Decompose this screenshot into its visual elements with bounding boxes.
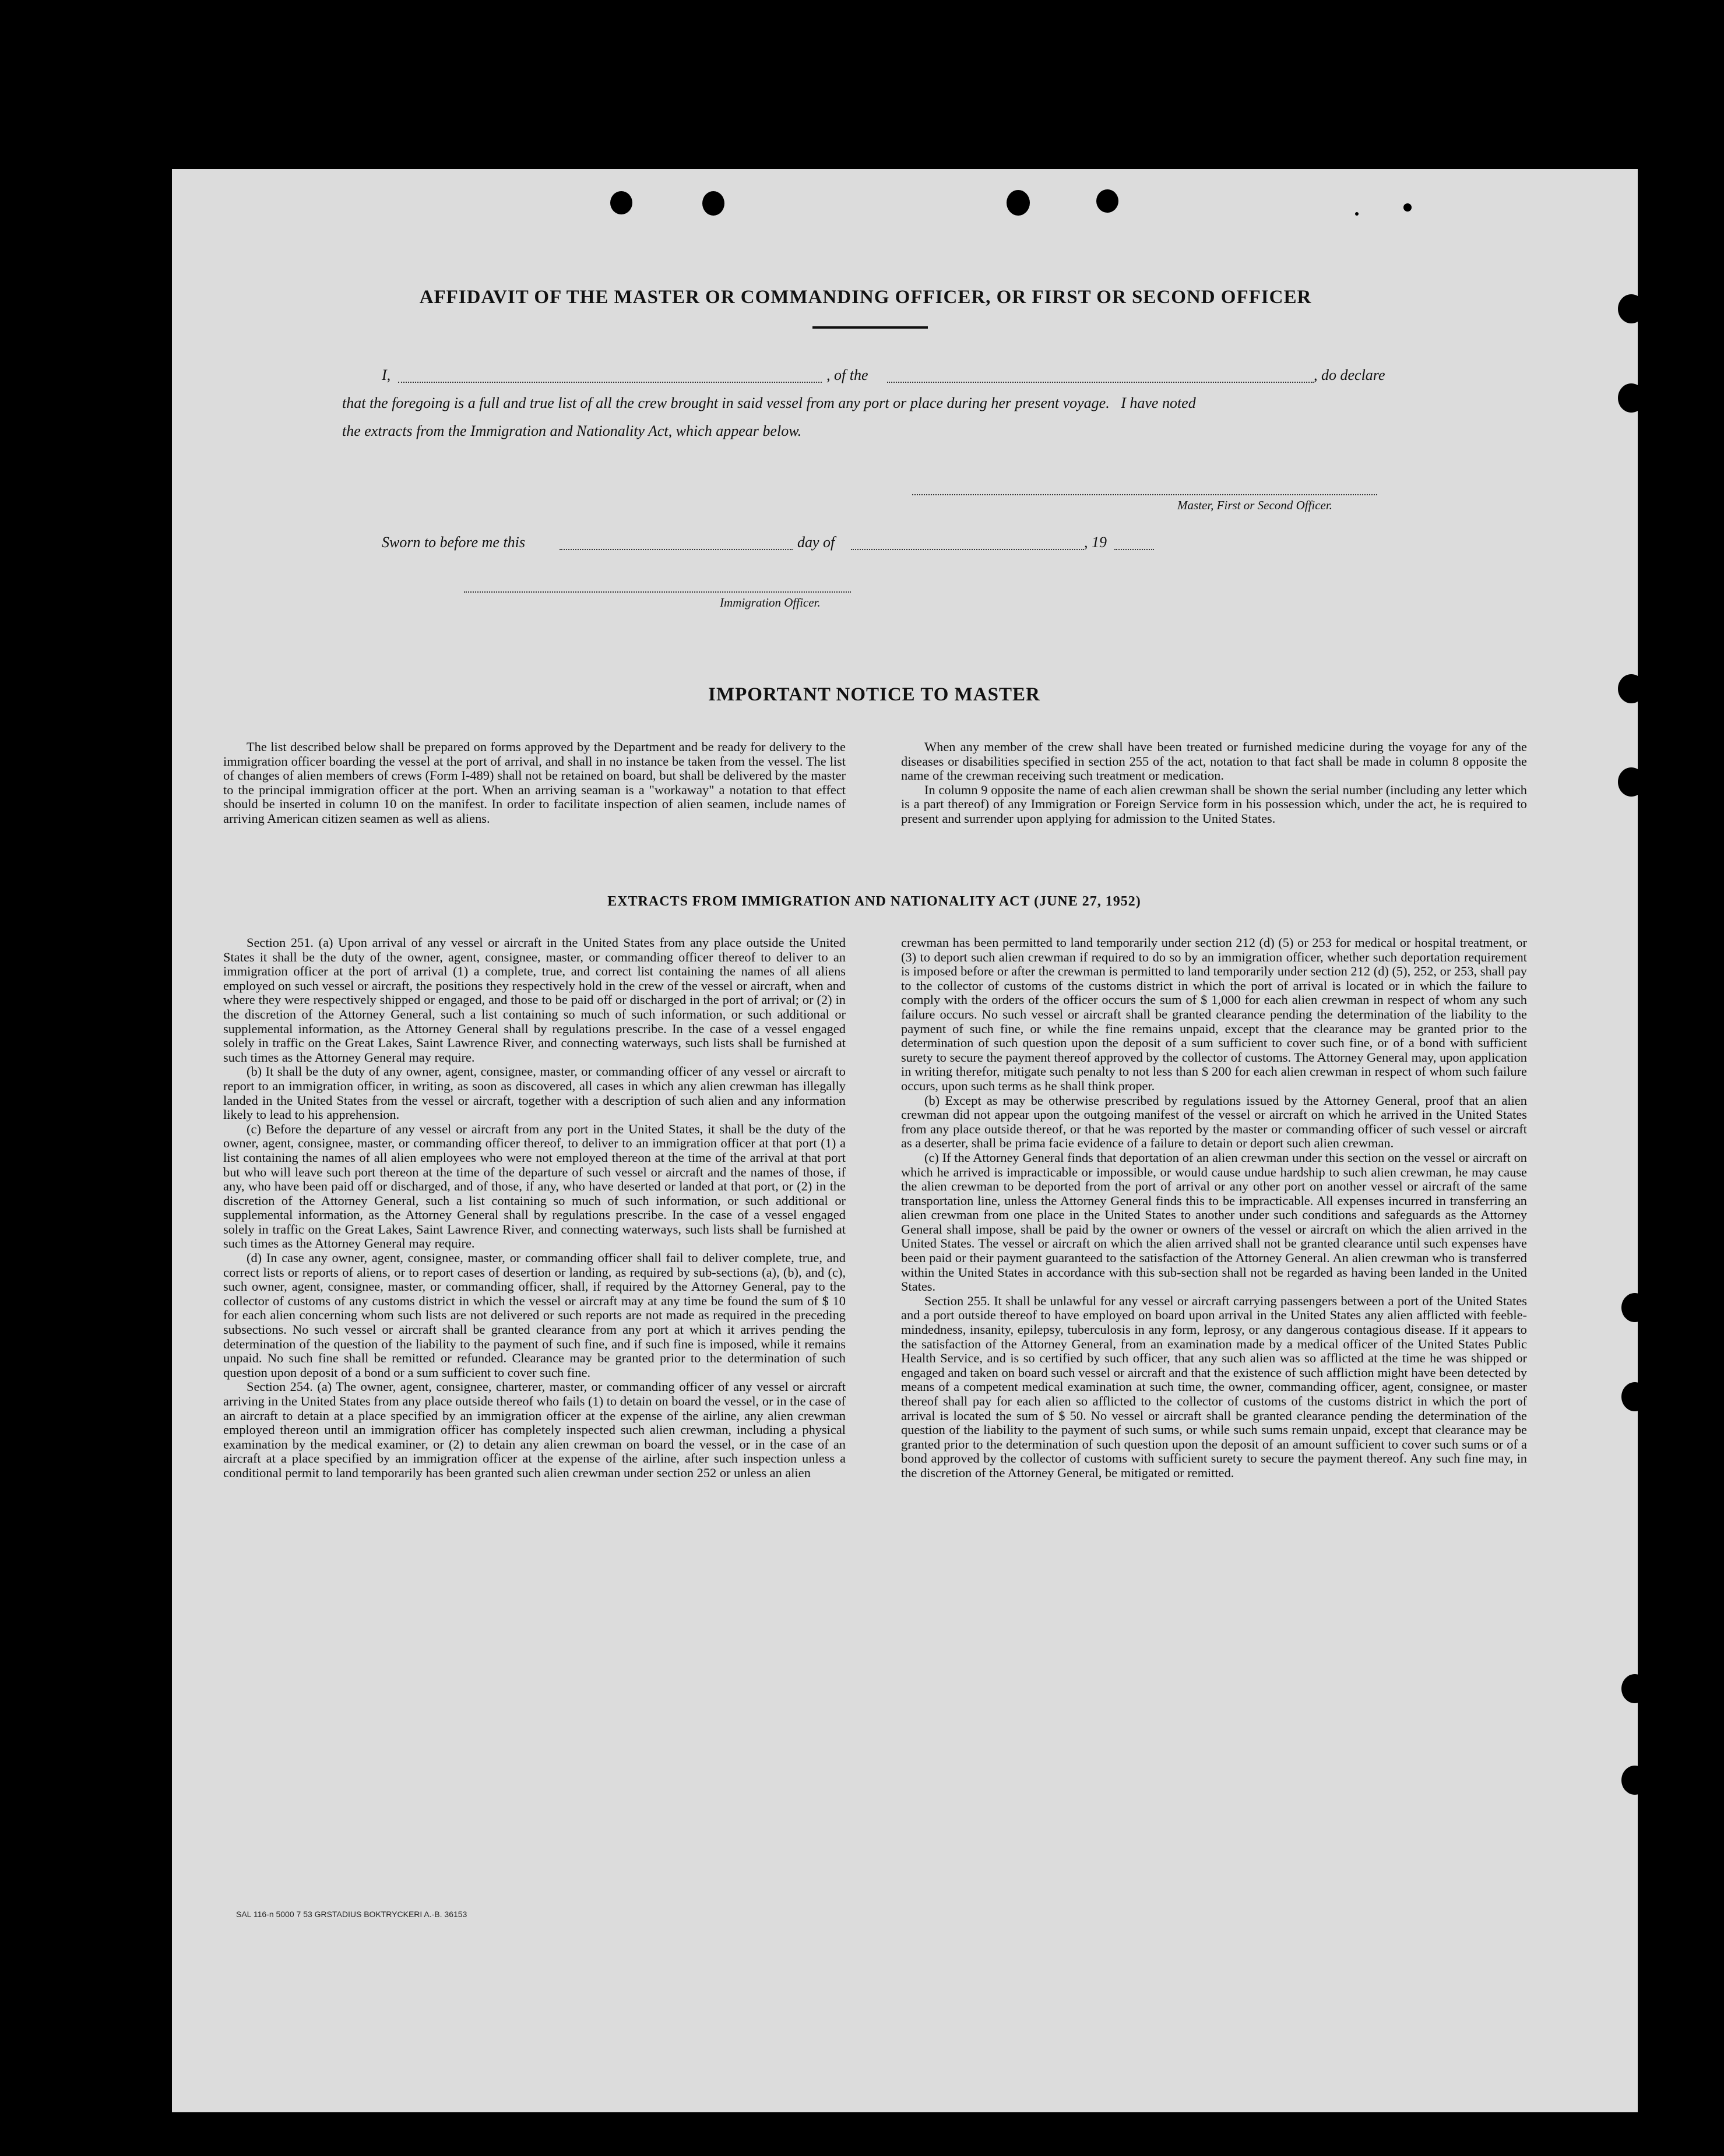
affidavit-declare: , do declare [1314, 367, 1385, 383]
vessel-blank[interactable] [887, 382, 1314, 383]
month-blank[interactable] [851, 549, 1084, 550]
section-255: Section 255. It shall be unlawful for any vessel or aircraft carrying passengers between a port of the United States and a port outside thereof to have employed on board upon arrival in the United States any alien afflicted with feeble-mindedness, insanity, epilepsy, tuberculosis in any form, leprosy, or any dangerous contagious disease. If it appears to the satisfaction of the Attorney General, from an examination made by a medical officer of the United States Public Health Service, and is so certified by such officer, that any such alien was so afflicted at the time he was shipped or engaged and taken on board such vessel or aircraft and that the existence of such affliction might have been detected by means of a competent medical examination at such time, the owner, commanding officer, agent, consignee, or master thereof shall pay for each alien so afflicted to the collector of customs of the customs district in which the port of arrival is located the sum of $ 50. No vessel or aircraft shall be granted clearance pending the determination of the question of the liability to the payment of such sums, or while such sums remain unpaid, except that clearance may be granted prior to the determination of such question upon the deposit of an amount sufficient to cover such sums or of a bond approved by the collector of customs with sufficient surety to secure the payment thereof. Any such fine may, in the discretion of the Attorney General, be mitigated or remitted. [901, 1293, 1527, 1480]
officer-label: Immigration Officer. [720, 596, 821, 610]
section-254-b: (b) Except as may be otherwise prescribed by regulations issued by the Attorney General, proof that an alien crewman did not appear upon the outgoing manifest of the vessel or aircraft on which he arrived in the United States from any place outside thereof, or that he was reported by the master or commanding officer of such vessel or aircraft as a deserter, shall be prima facie evidence of a failure to detain or deport such alien crewman. [901, 1093, 1527, 1151]
punch-hole-top-4 [1096, 189, 1118, 213]
punch-hole-right-1 [1618, 294, 1645, 323]
year-blank[interactable] [1114, 549, 1154, 550]
punch-hole-right-2 [1618, 383, 1645, 413]
affidavit-line-3: the extracts from the Immigration and Nationality Act, which appear below. [342, 422, 802, 439]
punch-hole-top-3 [1007, 190, 1030, 216]
section-251-b: (b) It shall be the duty of any owner, agent, consignee, master, or commanding officer of any vessel or aircraft to report to an immigration officer, in writing, as soon as discovered, all cases in which any alien crewman has illegally landed in the United States from the vessel or aircraft, together with a description of such alien and any information likely to lead to his apprehension. [223, 1064, 846, 1122]
ink-speck [1355, 212, 1359, 216]
punch-hole-top-2 [702, 191, 724, 216]
section-254-a-continued: crewman has been permitted to land temporarily under section 212 (d) (5) or 253 for medical or hospital treatment, or (3) to deport such alien crewman if required to do so by an immigration officer, whether such deportation requirement is imposed before or after the crewman is permitted to land temporarily under section 212 (d) (5), 252, or 253, shall pay to the collector of customs of the customs district in which the port of arrival is located or in which the failure to comply with the orders of the officer occurs the sum of $ 1,000 for each alien crewman in respect of whom any such failure occurs. No such vessel or aircraft shall be granted clearance pending the determination of the liability to the payment of such fine, or while the fine remains unpaid, except that the clearance may be granted prior to the determination of such question upon the deposit of a sum sufficient to cover such fine, or of a bond with sufficient surety to secure the payment thereof approved by the collector of customs. The Attorney General may, upon application in writing therefor, mitigate such penalty to not less than $ 200 for each alien crewman in respect of whom such failure occurs, upon such terms as he shall think proper. [901, 935, 1527, 1093]
punch-hole-top-1 [610, 191, 632, 214]
punch-hole-right-6 [1621, 1382, 1648, 1411]
punch-hole-right-3 [1618, 674, 1645, 703]
notice-right-paragraph-2: In column 9 opposite the name of each alien crewman shall be shown the serial number (including any letter which is a part thereof) of any Immigration or Foreign Service form in his possession which, under the act, he is required to present and surrender upon applying for admission to the United States. [901, 782, 1527, 826]
punch-hole-right-4 [1618, 767, 1645, 797]
affidavit-of-the: , of the [826, 367, 868, 383]
name-blank[interactable] [398, 382, 822, 383]
notice-title: IMPORTANT NOTICE TO MASTER [708, 684, 1040, 705]
day-of-text: day of [797, 534, 835, 551]
section-251-c: (c) Before the departure of any vessel or aircraft from any port in the United States, it shall be the duty of the owner, agent, consignee, master, or commanding officer thereof, to deliver to an immigration officer at that port (1) a list containing the names of all alien employees who were not employed thereon at the time of the arrival at that port but who will leave such port thereon at the time of the departure of such vessel or aircraft and the names of those, if any, who have been paid off or discharged, and of those, if any, who have deserted or landed at that port, or (2) in the discretion of the Attorney General, such a list containing so much of such information, or such additional or supplemental information, as the Attorney General shall by regulations prescribe. In the case of a vessel engaged solely in traffic on the Great Lakes, Saint Lawrence River, and connecting waterways, such lists shall be furnished at such times as the Attorney General may require. [223, 1121, 846, 1251]
section-254-c: (c) If the Attorney General finds that deportation of an alien crewman under this section on the vessel or aircraft on which he arrived is impracticable or impossible, or would cause undue hardship to such alien crewman, he may cause the alien crewman to be deported from the port of arrival or any other port on another vessel or aircraft of the same transportation line, unless the Attorney General finds this to be impracticable. All expenses incurred in transferring an alien crewman from one place in the United States to another under such conditions and safeguards as the Attorney General shall impose, shall be paid by the owner or owners of the vessel or aircraft on which the alien arrived in the United States. The vessel or aircraft on which the alien arrived shall not be granted clearance until such expenses have been paid or their payment guaranteed to the satisfaction of the Attorney General. An alien crewman who is transferred within the United States in accordance with this sub-section shall not be regarded as having been landed in the United States. [901, 1150, 1527, 1294]
notice-right-column [901, 740, 1527, 826]
punch-hole-right-7 [1621, 1674, 1648, 1703]
section-254-a: Section 254. (a) The owner, agent, consignee, charterer, master, or commanding officer of any vessel or aircraft arriving in the United States from any place outside thereof who fails (1) to detain on board the vessel, or in the case of an aircraft to detain at a place specified by an immigration officer at the expense of the airline, any alien crewman employed thereon until an immigration officer has completely inspected such alien crewman, including a physical examination by the medical examiner, or (2) to detain any alien crewman on board the vessel, or in the case of an aircraft at a place specified by an immigration officer at the expense of the airline, after such inspection unless a conditional permit to land temporarily has been granted such alien crewman under section 252 or unless an alien [223, 1379, 846, 1480]
title-underline [812, 326, 928, 329]
extracts-left-column [223, 936, 846, 1481]
notice-right-paragraph-1: When any member of the crew shall have been treated or furnished medicine during the voyage for any of the diseases or disabilities specified in section 255 of the act, notation to that fact shall be made in column 8 opposite the name of the crewman receiving such treatment or medication. [901, 739, 1527, 783]
print-imprint: SAL 116-n 5000 7 53 GRSTADIUS BOKTRYCKERI A.-B. 36153 [236, 1910, 467, 1919]
sworn-text: Sworn to before me this [382, 534, 526, 551]
punch-hole-right-8 [1621, 1766, 1648, 1795]
punch-hole-right-5 [1621, 1293, 1648, 1322]
affidavit-i: I, [382, 367, 391, 383]
section-251-a: Section 251. (a) Upon arrival of any vessel or aircraft in the United States from any place outside the United States it shall be the duty of the owner, agent, consignee, master, or commanding officer thereof to deliver to an immigration officer at the port of arrival (1) a complete, true, and correct list containing the names of all aliens employed on such vessel or aircraft, the positions they respectively hold in the crew of the vessel or aircraft, when and where they were respectively shipped or engaged, and those to be paid off or discharged in the port of arrival; or (2) in the discretion of the Attorney General, such a list containing so much of such information, or such additional or supplemental information, as the Attorney General shall by regulations prescribe. In the case of a vessel engaged solely in traffic on the Great Lakes, Saint Lawrence River, and connecting waterways, such lists shall be furnished at such times as the Attorney General may require. [223, 935, 846, 1065]
extracts-title: EXTRACTS FROM IMMIGRATION AND NATIONALITY ACT (JUNE 27, 1952) [607, 894, 1141, 909]
affidavit-line-2: that the foregoing is a full and true list of all the crew brought in said vessel from any port or place during her present voyage. I have noted [342, 394, 1196, 411]
section-251-d: (d) In case any owner, agent, consignee, master, or commanding officer shall fail to deliver complete, true, and correct lists or reports of aliens, or to report cases of desertion or landing, as required by sub-sections (a), (b), and (c), such owner, agent, consignee, master, or commanding officer, shall, if required by the Attorney General, pay to the collector of customs of any customs district in which the vessel or aircraft may at any time be found the sum of $ 10 for each alien concerning whom such lists are not delivered or such reports are not made as required in the preceding subsections. No such vessel or aircraft shall be granted clearance from any port at which it arrives pending the determination of the question of the liability to the payment of such fine, and if such fine is imposed, while it remains unpaid. No such fine shall be remitted or refunded. Clearance may be granted prior to the determination of such question upon deposit of a bond or a sum sufficient to cover such fine. [223, 1250, 846, 1380]
affidavit-title: AFFIDAVIT OF THE MASTER OR COMMANDING OFFICER, OR FIRST OR SECOND OFFICER [419, 287, 1312, 308]
extracts-right-column [901, 936, 1527, 1481]
signature-line[interactable] [912, 494, 1377, 495]
notice-left-column [223, 740, 846, 826]
year-text: , 19 [1084, 534, 1107, 551]
sworn-day-blank[interactable] [560, 549, 793, 550]
signature-label: Master, First or Second Officer. [1177, 498, 1332, 512]
ink-speck [1403, 203, 1412, 212]
officer-signature-line[interactable] [464, 591, 851, 593]
notice-left-paragraph: The list described below shall be prepared on forms approved by the Department and be ready for delivery to the immigration officer boarding the vessel at the port of arrival, and shall in no instance be taken from the vessel. The list of changes of alien members of crews (Form I-489) shall not be retained on board, but shall be delivered by the master to the principal immigration officer at the port. When an arriving seaman is a "workaway" a notation to that effect should be inserted in column 10 on the manifest. In order to facilitate inspection of alien seamen, include names of arriving American citizen seamen as well as aliens. [223, 739, 846, 826]
